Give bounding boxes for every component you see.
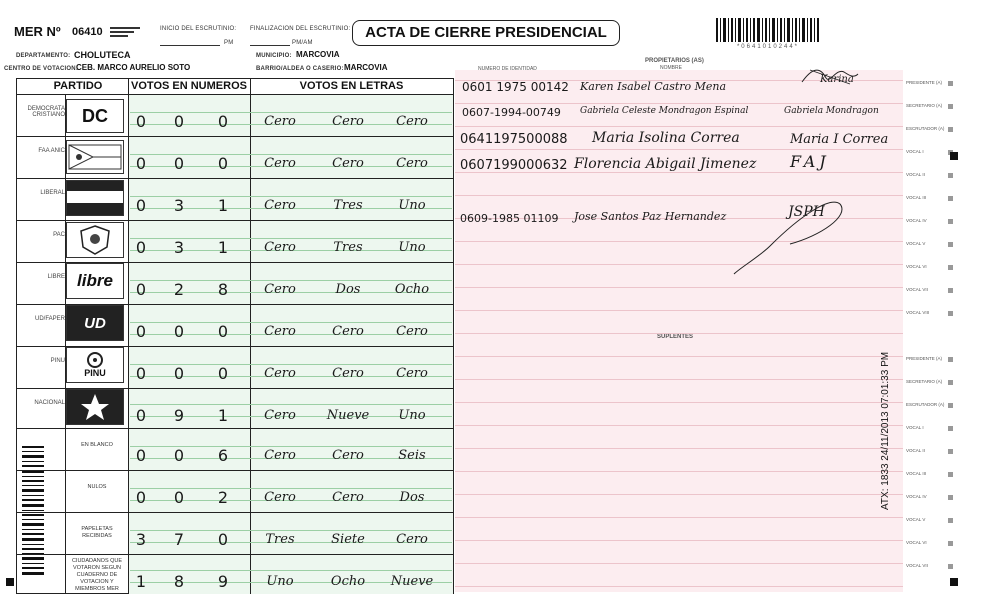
role-label: PRESIDENTE (A) xyxy=(906,356,943,361)
col-letras: VOTOS EN LETRAS xyxy=(299,80,404,92)
role-label: VOCAL IV xyxy=(906,218,927,223)
party-label: LIBRE xyxy=(47,274,65,280)
vote-digit: 1 xyxy=(217,238,229,257)
table-rule xyxy=(130,404,452,405)
departamento-value: CHOLUTECA xyxy=(74,50,131,60)
mer-label: MER Nº xyxy=(14,24,61,39)
role-checkbox[interactable] xyxy=(948,127,953,132)
role-label: VOCAL VIII xyxy=(906,310,930,315)
member-name-3: Maria Isolina Correa xyxy=(592,130,740,146)
centro-label: CENTRO DE VOTACION: xyxy=(4,66,79,72)
pinu-logo xyxy=(66,347,124,383)
vote-word: Uno xyxy=(398,240,426,255)
table-rule xyxy=(130,570,452,571)
vote-word: Cero xyxy=(264,324,296,339)
role-label: VOCAL II xyxy=(906,172,925,177)
role-checkbox[interactable] xyxy=(948,242,953,247)
barrio-value: MARCOVIA xyxy=(344,63,388,72)
vote-word: Tres xyxy=(333,198,363,213)
role-checkbox[interactable] xyxy=(948,81,953,86)
party-label: UD/FAPER xyxy=(34,316,65,322)
propietarios-label: PROPIETARIOS (AS) xyxy=(645,58,704,64)
vote-word: Cero xyxy=(264,408,296,423)
vote-word: Nueve xyxy=(326,408,370,423)
departamento-label: DEPARTAMENTO: xyxy=(16,53,71,59)
table-rule xyxy=(16,554,454,555)
member-signature-4: FAJ xyxy=(790,152,830,171)
table-rule xyxy=(65,428,66,594)
vote-word: Uno xyxy=(398,198,426,213)
vote-word: Cero xyxy=(396,324,428,339)
vote-digit: 0 xyxy=(217,364,229,383)
vote-word: Ocho xyxy=(330,574,366,589)
inicio-label: INICIO DEL ESCRUTINIO: xyxy=(160,26,237,32)
signature-line xyxy=(455,540,903,541)
vote-digit: 0 xyxy=(135,112,147,131)
role-label: VOCAL VI xyxy=(906,540,927,545)
vote-digit: 8 xyxy=(173,572,185,591)
vote-digit: 1 xyxy=(217,406,229,425)
role-checkbox[interactable] xyxy=(948,357,953,362)
vote-digit: 6 xyxy=(217,446,229,465)
col-numeros: VOTOS EN NUMEROS xyxy=(131,80,247,92)
signature-line xyxy=(455,448,903,449)
vote-digit: 9 xyxy=(217,572,229,591)
vote-digit: 0 xyxy=(135,196,147,215)
signature-line xyxy=(455,126,903,127)
vote-digit: 9 xyxy=(173,406,185,425)
vote-word: Cero xyxy=(264,448,296,463)
ud-logo: UD xyxy=(66,305,124,341)
vote-word: Siete xyxy=(331,532,365,547)
member-signature-1: Karina xyxy=(820,74,854,85)
vote-digit: 0 xyxy=(173,112,185,131)
role-checkbox[interactable] xyxy=(948,449,953,454)
vote-digit: 0 xyxy=(173,488,185,507)
vote-digit: 0 xyxy=(173,446,185,465)
centro-value: CEB. MARCO AURELIO SOTO xyxy=(76,63,191,72)
acta-title: ACTA DE CIERRE PRESIDENCIAL xyxy=(365,24,607,41)
member-name-4: Florencia Abigail Jimenez xyxy=(574,156,757,172)
barrio-label: BARRIO/ALDEA O CASERIO: xyxy=(256,66,344,72)
role-checkbox[interactable] xyxy=(948,311,953,316)
role-label: PRESIDENTE (A) xyxy=(906,80,943,85)
role-label: ESCRUTADOR (A) xyxy=(906,402,945,407)
vote-digit: 0 xyxy=(173,322,185,341)
table-rule xyxy=(16,94,454,95)
vote-word: Cero xyxy=(332,448,364,463)
vote-digit: 0 xyxy=(173,154,185,173)
vote-digit: 0 xyxy=(135,488,147,507)
role-label: VOCAL I xyxy=(906,149,924,154)
party-label: PAC xyxy=(53,232,65,238)
member-id-2: 0607-1994-00749 xyxy=(462,106,561,119)
signature-line xyxy=(455,586,903,587)
member-signature-5: JSPH xyxy=(788,204,825,220)
vote-digit: 0 xyxy=(217,154,229,173)
role-label: VOCAL VI xyxy=(906,264,927,269)
mer-number: 06410 xyxy=(72,26,103,38)
vote-word: Tres xyxy=(333,240,363,255)
registration-mark xyxy=(950,152,958,160)
vote-word: Ocho xyxy=(394,282,430,297)
signature-line xyxy=(455,149,903,150)
vote-digit: 1 xyxy=(217,196,229,215)
finalizacion-am: PM/AM xyxy=(292,40,313,46)
role-checkbox[interactable] xyxy=(948,564,953,569)
table-rule xyxy=(16,220,454,221)
party-label: FAA ANIC xyxy=(38,148,65,154)
role-label: VOCAL III xyxy=(906,471,927,476)
party-label: PINU xyxy=(50,358,65,364)
member-signature-3: Maria I Correa xyxy=(790,132,889,147)
signature-line xyxy=(455,356,903,357)
nacional-star-icon xyxy=(66,389,124,425)
pinu-logo-text: PINU xyxy=(84,368,106,378)
libre-logo: libre xyxy=(66,263,124,299)
role-label: VOCAL IV xyxy=(906,494,927,499)
table-rule xyxy=(16,512,454,513)
signature-scribble-icon xyxy=(800,64,860,86)
role-label: VOCAL VII xyxy=(906,287,928,292)
vote-digit: 0 xyxy=(135,238,147,257)
vote-digit: 3 xyxy=(173,196,185,215)
vote-digit: 3 xyxy=(173,238,185,257)
vote-digit: 0 xyxy=(135,154,147,173)
signature-line xyxy=(455,517,903,518)
table-rule xyxy=(16,136,454,137)
member-name-5: Jose Santos Paz Hernandez xyxy=(574,210,727,223)
table-rule xyxy=(16,178,454,179)
row-label: NULOS xyxy=(87,484,107,490)
table-rule xyxy=(16,470,454,471)
member-id-4: 0607199000632 xyxy=(460,158,568,173)
vote-word: Cero xyxy=(264,366,296,381)
signature-line xyxy=(455,379,903,380)
inicio-am: PM xyxy=(224,40,234,46)
row-label: PAPELETAS RECIBIDAS xyxy=(81,526,113,539)
vote-word: Uno xyxy=(266,574,294,589)
vote-word: Tres xyxy=(265,532,295,547)
role-checkbox[interactable] xyxy=(948,196,953,201)
numero-id-label: NUMERO DE IDENTIDAD xyxy=(478,66,537,72)
vote-digit: 0 xyxy=(217,530,229,549)
vote-word: Cero xyxy=(396,156,428,171)
vote-digit: 0 xyxy=(135,322,147,341)
vote-word: Cero xyxy=(332,324,364,339)
dc-logo: DC xyxy=(66,99,124,133)
role-checkbox[interactable] xyxy=(948,380,953,385)
role-checkbox[interactable] xyxy=(948,173,953,178)
signature-line xyxy=(455,402,903,403)
vote-word: Cero xyxy=(264,282,296,297)
role-checkbox[interactable] xyxy=(948,518,953,523)
signature-line xyxy=(455,563,903,564)
vote-word: Seis xyxy=(398,448,426,463)
member-id-3: 0641197500088 xyxy=(460,132,568,147)
role-checkbox[interactable] xyxy=(948,219,953,224)
role-checkbox[interactable] xyxy=(948,426,953,431)
faa-flag-icon xyxy=(66,140,124,174)
member-id-1: 0601 1975 00142 xyxy=(462,80,569,94)
vote-digit: 7 xyxy=(173,530,185,549)
row-label: EN BLANCO xyxy=(81,442,113,448)
vote-digit: 0 xyxy=(135,280,147,299)
vote-word: Cero xyxy=(332,366,364,381)
vote-word: Cero xyxy=(396,366,428,381)
vote-word: Cero xyxy=(396,114,428,129)
member-name-1: Karen Isabel Castro Mena xyxy=(580,80,727,93)
vote-word: Uno xyxy=(398,408,426,423)
vote-digit: 8 xyxy=(217,280,229,299)
liberal-flag-icon xyxy=(66,180,124,216)
nombre-label: NOMBRE xyxy=(660,65,682,71)
vote-word: Cero xyxy=(332,490,364,505)
vote-digit: 2 xyxy=(217,488,229,507)
role-label: VOCAL II xyxy=(906,448,925,453)
signature-line xyxy=(455,333,903,334)
vote-word: Cero xyxy=(396,532,428,547)
registration-mark xyxy=(950,578,958,586)
municipio-label: MUNICIPIO: xyxy=(256,53,292,59)
vote-word: Cero xyxy=(332,114,364,129)
role-checkbox[interactable] xyxy=(948,104,953,109)
vote-digit: 0 xyxy=(217,112,229,131)
role-label: VOCAL V xyxy=(906,241,926,246)
row-label: CIUDADANOS QUE VOTARON SEGUN CUADERNO DE VOTACION Y MIEMBROS MER xyxy=(71,558,123,592)
municipio-value: MARCOVIA xyxy=(296,50,340,59)
suplentes-label: SUPLENTES xyxy=(657,334,694,340)
party-label: LIBERAL xyxy=(40,190,65,196)
vote-word: Nueve xyxy=(390,574,434,589)
role-checkbox[interactable] xyxy=(948,288,953,293)
role-label: VOCAL I xyxy=(906,425,924,430)
role-label: VOCAL VII xyxy=(906,563,928,568)
table-rule xyxy=(16,428,454,429)
party-label: NACIONAL xyxy=(34,400,65,406)
role-checkbox[interactable] xyxy=(948,403,953,408)
signature-line xyxy=(455,310,903,311)
vote-digit: 0 xyxy=(135,364,147,383)
signature-scribble-icon xyxy=(730,196,854,276)
vote-word: Dos xyxy=(335,282,361,297)
party-label: DEMOCRATA CRISTIANO xyxy=(27,106,65,118)
vote-digit: 0 xyxy=(135,406,147,425)
finalizacion-label: FINALIZACION DEL ESCRUTINIO: xyxy=(250,26,351,32)
vote-word: Dos xyxy=(399,490,425,505)
col-partido: PARTIDO xyxy=(53,80,103,92)
registration-mark xyxy=(6,578,14,586)
signature-line xyxy=(455,425,903,426)
vote-digit: 0 xyxy=(173,364,185,383)
vote-word: Cero xyxy=(264,490,296,505)
vote-digit: 3 xyxy=(135,530,147,549)
role-checkbox[interactable] xyxy=(948,495,953,500)
role-label: SECRETARIO (A) xyxy=(906,103,943,108)
tse-logo-icon xyxy=(110,24,144,38)
vote-word: Cero xyxy=(264,114,296,129)
vote-word: Cero xyxy=(264,240,296,255)
vote-digit: 0 xyxy=(217,322,229,341)
member-signature-2: Gabriela Mondragon xyxy=(784,106,879,116)
signature-line xyxy=(455,494,903,495)
signature-line xyxy=(455,471,903,472)
vote-word: Cero xyxy=(264,198,296,213)
side-stamp: ATX: 1833 24/11/2013 07:01:33 PM xyxy=(880,351,891,510)
role-label: ESCRUTADOR (A) xyxy=(906,126,945,131)
signature-line xyxy=(455,287,903,288)
role-label: SECRETARIO (A) xyxy=(906,379,943,384)
role-checkbox[interactable] xyxy=(948,541,953,546)
role-checkbox[interactable] xyxy=(948,472,953,477)
barcode-number: *0641010244* xyxy=(736,44,800,50)
member-id-5: 0609-1985 01109 xyxy=(460,212,559,225)
pac-emblem-icon xyxy=(66,222,124,258)
role-checkbox[interactable] xyxy=(948,265,953,270)
vote-digit: 0 xyxy=(135,446,147,465)
vote-digit: 1 xyxy=(135,572,147,591)
member-name-2: Gabriela Celeste Mondragon Espinal xyxy=(580,106,749,116)
vote-word: Cero xyxy=(264,156,296,171)
role-label: VOCAL V xyxy=(906,517,926,522)
vote-digit: 2 xyxy=(173,280,185,299)
signature-line xyxy=(455,103,903,104)
role-label: VOCAL III xyxy=(906,195,927,200)
vote-word: Cero xyxy=(332,156,364,171)
